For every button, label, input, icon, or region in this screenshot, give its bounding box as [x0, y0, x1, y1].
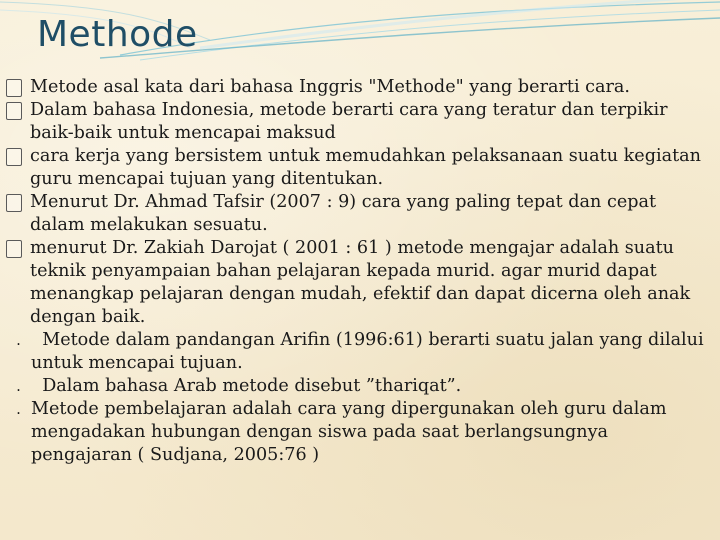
dot-bullet-icon: . — [16, 331, 21, 349]
dot-bullet-icon: . — [16, 400, 21, 418]
list-item — [6, 237, 714, 329]
list-item-text: Dalam bahasa Indonesia, metode berarti cara yang teratur dan terpikir baik-baik untuk mencapai maksud — [30, 100, 674, 143]
list-item-text: Metode asal kata dari bahasa Inggris "Methode" yang berarti cara. — [30, 77, 631, 97]
list-item-text: Metode pembelajaran adalah cara yang dipergunakan oleh guru dalam mengadakan hubungan dengan siswa pada saat berlangsungnya pengajaran ( Sudjana, 2005:76 ) — [31, 399, 673, 465]
list-item — [6, 375, 714, 398]
dot-bullet-icon: . — [16, 377, 21, 395]
list-item — [6, 398, 714, 467]
list-item — [6, 99, 714, 145]
list-item-text: Menurut Dr. Ahmad Tafsir (2007 : 9) cara yang paling tepat dan cepat dalam melakukan sesuatu. — [30, 192, 662, 235]
list-item — [6, 76, 714, 99]
list-item-text: cara kerja yang bersistem untuk memudahkan pelaksanaan suatu kegiatan guru mencapai tujuan yang ditentukan. — [30, 146, 707, 189]
list-item-text: menurut Dr. Zakiah Darojat ( 2001 : 61 ) metode mengajar adalah suatu teknik penyampaian bahan pelajaran kepada murid. agar murid dapat menangkap pelajaran dengan mudah, efektif dan dapat dicerna oleh anak dengan baik. — [30, 238, 696, 327]
square-bullet-icon — [6, 79, 22, 97]
square-bullet-icon — [6, 102, 22, 120]
square-bullet-icon — [6, 194, 22, 212]
slide-title: Methode — [37, 14, 198, 55]
square-bullet-icon — [6, 148, 22, 166]
square-bullet-icon — [6, 240, 22, 258]
bullet-list — [6, 76, 714, 467]
list-item-text: Metode dalam pandangan Arifin (1996:61) berarti suatu jalan yang dilalui untuk mencapai tujuan. — [31, 330, 710, 373]
list-item-text: Dalam bahasa Arab metode disebut ”thariqat”. — [31, 376, 462, 396]
list-item — [6, 191, 714, 237]
list-item — [6, 145, 714, 191]
list-item — [6, 329, 714, 375]
